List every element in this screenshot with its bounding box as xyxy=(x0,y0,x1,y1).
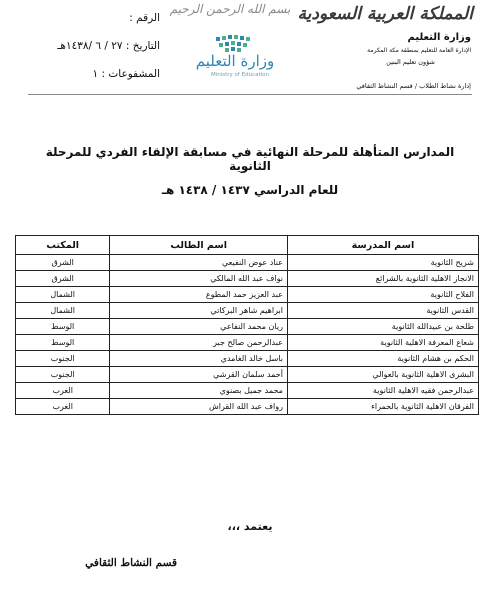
table-row xyxy=(16,319,479,335)
cell-school: البشرى الاهلية الثانوية بالعوالي xyxy=(287,367,478,383)
cell-school: الحكم بن هشام الثانوية xyxy=(287,351,478,367)
header-school-name: اسم المدرسة xyxy=(287,236,478,255)
table-row xyxy=(16,383,479,399)
cell-office: الشرق xyxy=(16,255,110,271)
table-row xyxy=(16,367,479,383)
cell-student: عناد عوض النفيعي xyxy=(110,255,288,271)
bismillah-calligraphy: بسم الله الرحمن الرحيم xyxy=(169,2,291,16)
cell-office: الوسط xyxy=(16,335,110,351)
table-row xyxy=(16,335,479,351)
ministry-title: وزارة التعليم xyxy=(407,32,471,43)
header-divider xyxy=(28,94,472,95)
cell-school: القدس الثانوية xyxy=(287,303,478,319)
cell-office: الشمال xyxy=(16,287,110,303)
table-row xyxy=(16,351,479,367)
table-row xyxy=(16,255,479,271)
table-row xyxy=(16,287,479,303)
table-row xyxy=(16,399,479,415)
cell-student: ابراهيم شاهر البركاتي xyxy=(110,303,288,319)
cell-school: شريح الثانوية xyxy=(287,255,478,271)
cell-student: رواف عبد الله القراش xyxy=(110,399,288,415)
document-title: المدارس المتأهلة للمرحلة النهائية في مسابقة الإلقاء الفردي للمرحلة الثانوية xyxy=(45,145,455,173)
cell-office: الوسط xyxy=(16,319,110,335)
table-row xyxy=(16,303,479,319)
table-header-row xyxy=(16,236,479,255)
department-line-3: إدارة نشاط الطلاب / قسم النشاط الثقافي xyxy=(356,82,471,90)
ministry-logo-english: Ministry of Education xyxy=(210,72,269,78)
cell-office: الشرق xyxy=(16,271,110,287)
cell-office: الغرب xyxy=(16,383,110,399)
cell-student: عبدالرحمن صالح جبر xyxy=(110,335,288,351)
cell-school: الفلاح الثانوية xyxy=(287,287,478,303)
department-line-1: الإدارة العامة للتعليم بمنطقة مكة المكرمة xyxy=(367,47,471,54)
cell-office: الشمال xyxy=(16,303,110,319)
header-student-name: اسم الطالب xyxy=(110,236,288,255)
cell-school: طلحة بن عبيدالله الثانوية xyxy=(287,319,478,335)
cell-school: عبدالرحمن فقيه الاهلية الثانوية xyxy=(287,383,478,399)
cell-school: الفرقان الاهلية الثانوية بالحمراء xyxy=(287,399,478,415)
cell-school: شعاع المعرفة الاهلية الثانوية xyxy=(287,335,478,351)
signature-department: قسم النشاط الثقافي xyxy=(85,557,177,569)
cell-student: عبد العزيز حمد المطوع xyxy=(110,287,288,303)
cell-student: نواف عبد الله المالكي xyxy=(110,271,288,287)
ministry-logo-arabic: وزارة التعليم xyxy=(195,52,275,70)
table-row xyxy=(16,271,479,287)
cell-office: الجنوب xyxy=(16,367,110,383)
header-office: المكتب xyxy=(16,236,110,255)
cell-student: محمد جميل بصنوي xyxy=(110,383,288,399)
date-field: التاريخ : ٢٧ / ٦ /١٤٣٨هـ xyxy=(57,40,160,52)
cell-office: الغرب xyxy=(16,399,110,415)
cell-student: ريان محمد النفاعي xyxy=(110,319,288,335)
attachments-field: المشفوعات : ١ xyxy=(92,68,160,80)
qualified-schools-table xyxy=(15,235,479,415)
cell-office: الجنوب xyxy=(16,351,110,367)
kingdom-name-logo: المملكة العربية السعودية xyxy=(297,4,473,24)
cell-school: الانجاز الاهلية الثانوية بالشرائع xyxy=(287,271,478,287)
department-line-2: شؤون تعليم البنين xyxy=(386,58,435,66)
reference-number-field: الرقم : xyxy=(129,12,160,24)
document-subtitle: للعام الدراسي ١٤٣٧ / ١٤٣٨ هـ xyxy=(161,183,339,197)
cell-student: أحمد سلمان القرشي xyxy=(110,367,288,383)
approval-text: يعتمد ،،، xyxy=(227,520,273,533)
cell-student: باسل خالد الغامدي xyxy=(110,351,288,367)
